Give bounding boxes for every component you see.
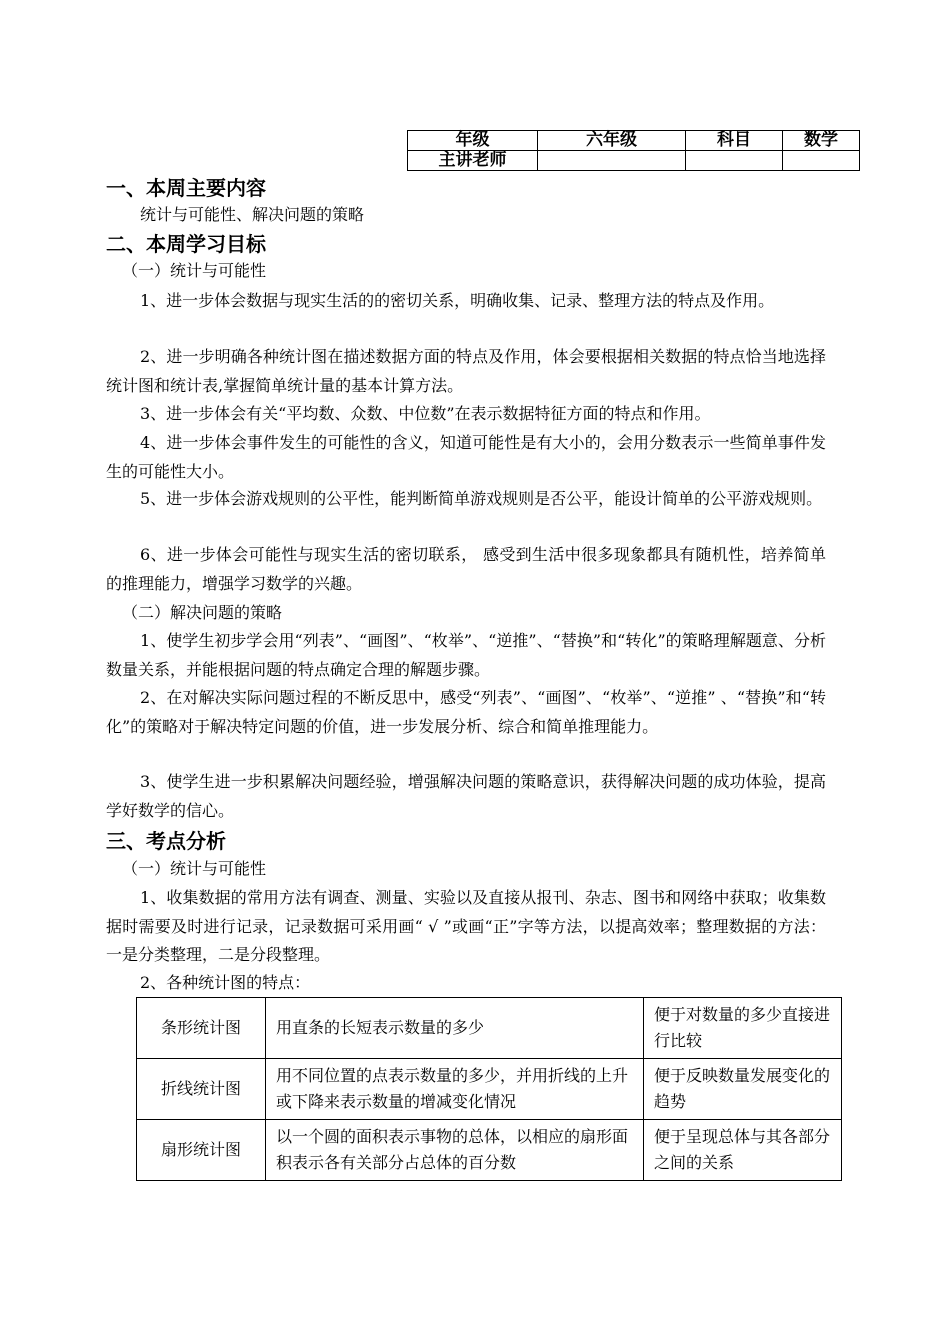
chart-type-benefit: 便于呈现总体与其各部分之间的关系 bbox=[644, 1120, 842, 1181]
grade-label: 年级 bbox=[408, 131, 538, 151]
grade-value: 六年级 bbox=[538, 131, 686, 151]
table-row bbox=[137, 998, 842, 1059]
chart-type-name: 扇形统计图 bbox=[137, 1120, 266, 1181]
section1-heading: 一、本周主要内容 bbox=[106, 176, 266, 200]
analysis-item2: 2、各种统计图的特点： bbox=[140, 973, 311, 992]
section2-sub2-title: （二）解决问题的策略 bbox=[122, 603, 283, 622]
empty-cell bbox=[783, 151, 860, 171]
teacher-label: 主讲老师 bbox=[408, 151, 538, 171]
chart-types-table bbox=[136, 997, 842, 1181]
chart-type-method: 用不同位置的点表示数量的多少，并用折线的上升或下降来表示数量的增减变化情况 bbox=[266, 1059, 644, 1120]
analysis-paragraph: 1、收集数据的常用方法有调查、测量、实验以及直接从报刊、杂志、图书和网络中获取；收集数据时需要及时进行记录，记录数据可采用画“ √ ”或画“正”字等方法，以提高效率；整理数据的方法：一是分类整理，二是分段整理。 bbox=[106, 888, 826, 964]
course-info-row bbox=[408, 131, 860, 151]
subject-label: 科目 bbox=[686, 131, 783, 151]
goal-paragraph: 5、进一步体会游戏规则的公平性，能判断简单游戏规则是否公平，能设计简单的公平游戏规则。 bbox=[140, 489, 823, 508]
chart-type-name: 条形统计图 bbox=[137, 998, 266, 1059]
strategy-paragraph: 3、使学生进一步积累解决问题经验，增强解决问题的策略意识，获得解决问题的成功体验，提高学好数学的信心。 bbox=[106, 772, 826, 820]
section2-heading: 二、本周学习目标 bbox=[106, 232, 266, 256]
course-info-row bbox=[408, 151, 860, 171]
goal-paragraph: 4、进一步体会事件发生的可能性的含义，知道可能性是有大小的，会用分数表示一些简单事件发生的可能性大小。 bbox=[106, 433, 826, 481]
chart-type-benefit: 便于反映数量发展变化的趋势 bbox=[644, 1059, 842, 1120]
table-row bbox=[137, 1059, 842, 1120]
teacher-value bbox=[538, 151, 686, 171]
chart-type-name: 折线统计图 bbox=[137, 1059, 266, 1120]
chart-type-method: 用直条的长短表示数量的多少 bbox=[266, 998, 644, 1059]
goal-paragraph: 1、进一步体会数据与现实生活的的密切关系，明确收集、记录、整理方法的特点及作用。 bbox=[140, 291, 775, 310]
section3-sub1-title: （一）统计与可能性 bbox=[122, 859, 267, 878]
subject-value: 数学 bbox=[783, 131, 860, 151]
chart-type-method: 以一个圆的面积表示事物的总体，以相应的扇形面积表示各有关部分占总体的百分数 bbox=[266, 1120, 644, 1181]
table-row bbox=[137, 1120, 842, 1181]
course-info-table bbox=[407, 130, 860, 171]
goal-paragraph: 2、进一步明确各种统计图在描述数据方面的特点及作用，体会要根据相关数据的特点恰当地选择统计图和统计表,掌握简单统计量的基本计算方法。 bbox=[106, 347, 826, 395]
goal-paragraph: 6、进一步体会可能性与现实生活的密切联系， 感受到生活中很多现象都具有随机性，培养简单的推理能力，增强学习数学的兴趣。 bbox=[106, 545, 826, 593]
goal-paragraph: 3、进一步体会有关“平均数、众数、中位数”在表示数据特征方面的特点和作用。 bbox=[140, 404, 711, 423]
strategy-paragraph: 1、使学生初步学会用“列表”、“画图”、“枚举”、“逆推”、“替换”和“转化”的策略理解题意、分析数量关系，并能根据问题的特点确定合理的解题步骤。 bbox=[106, 631, 826, 679]
section2-sub1-title: （一）统计与可能性 bbox=[122, 261, 267, 280]
section1-content: 统计与可能性、解决问题的策略 bbox=[140, 205, 365, 224]
section3-heading: 三、考点分析 bbox=[106, 829, 226, 853]
chart-type-benefit: 便于对数量的多少直接进行比较 bbox=[644, 998, 842, 1059]
strategy-paragraph: 2、在对解决实际问题过程的不断反思中，感受“列表”、“画图”、“枚举”、“逆推” 、“替换”和“转化”的策略对于解决特定问题的价值，进一步发展分析、综合和简单推理能力。 bbox=[106, 688, 826, 736]
empty-cell bbox=[686, 151, 783, 171]
